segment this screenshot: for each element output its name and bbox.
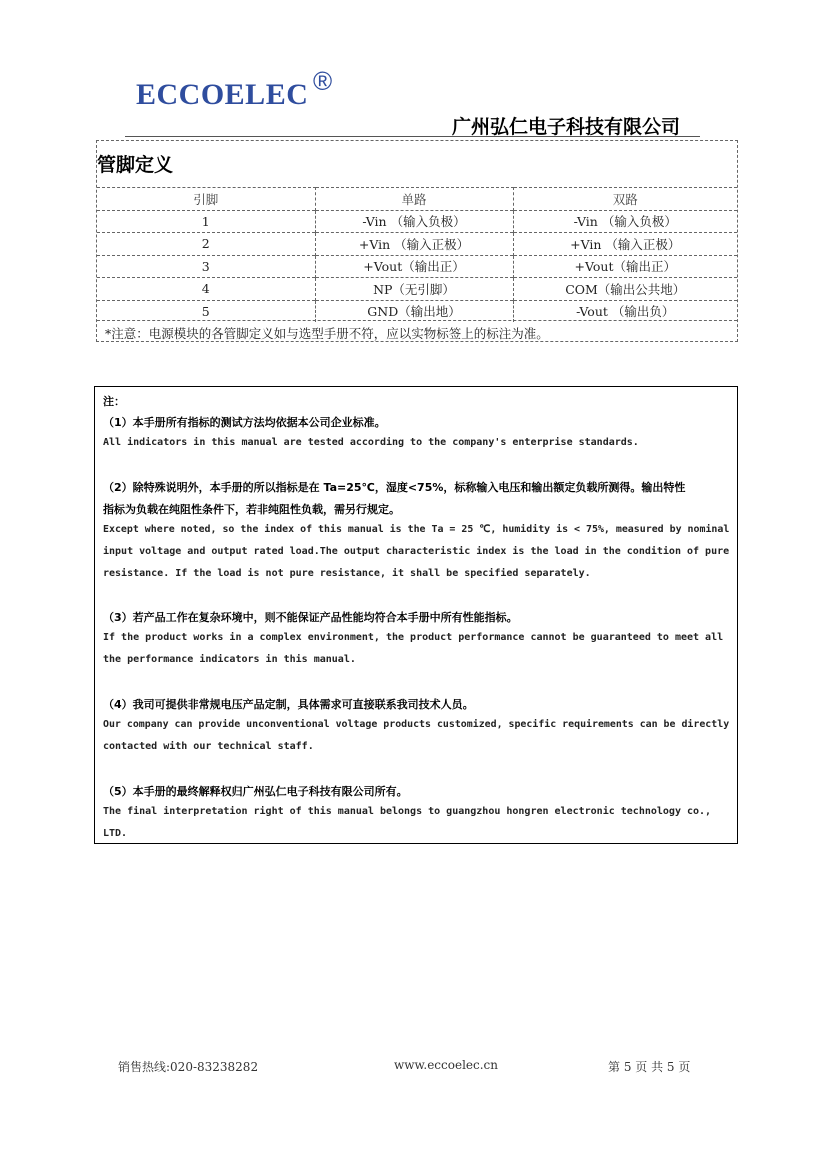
pin-section-title: 管脚定义 <box>97 154 174 176</box>
note-en-line: the performance indicators in this manual. <box>103 654 356 665</box>
table-row <box>97 210 737 233</box>
table-cell: 4 <box>97 278 315 301</box>
pin-table-note: *注意：电源模块的各管脚定义如与选型手册不符，应以实物标签上的标注为准。 <box>97 320 737 342</box>
note-en-line: contacted with our technical staff. <box>103 741 314 752</box>
pin-table <box>97 187 737 322</box>
table-cell: -Vout （输出负） <box>513 300 737 322</box>
table-cell: GND（输出地） <box>315 300 513 322</box>
column-header: 单路 <box>315 188 513 211</box>
table-cell: 5 <box>97 300 315 322</box>
table-cell: +Vout（输出正） <box>315 255 513 278</box>
table-cell: NP（无引脚） <box>315 278 513 301</box>
footer-website[interactable]: www.eccoelec.cn <box>394 1058 498 1072</box>
column-header: 双路 <box>513 188 737 211</box>
column-header: 引脚 <box>97 188 315 211</box>
notes-box <box>94 386 738 844</box>
table-cell: +Vout（输出正） <box>513 255 737 278</box>
header-divider <box>125 136 700 137</box>
table-row <box>97 278 737 301</box>
note-cn-line: 指标为负载在纯阻性条件下，若非纯阻性负载，需另行规定。 <box>103 503 400 516</box>
note-cn-line: （5）本手册的最终解释权归广州弘仁电子科技有限公司所有。 <box>103 785 408 798</box>
note-en-line: If the product works in a complex environment, the product performance cannot be guaranteed to meet all <box>103 632 724 643</box>
table-cell: 3 <box>97 255 315 278</box>
note-cn-line: （2）除特殊说明外，本手册的所以指标是在 Ta=25℃，湿度<75%，标称输入电压和输出额定负载所测得。输出特性 <box>103 481 686 494</box>
table-cell: -Vin （输入负极） <box>315 210 513 233</box>
note-en-line: resistance. If the load is not pure resistance, it shall be specified separately. <box>103 568 591 579</box>
note-en-line: Our company can provide unconventional voltage products customized, specific requirements can be directly <box>103 719 730 730</box>
note-cn-line: （4）我司可提供非常规电压产品定制，具体需求可直接联系我司技术人员。 <box>103 698 474 711</box>
pin-definition-section <box>96 140 738 342</box>
note-en-line: The final interpretation right of this manual belongs to guangzhou hongren electronic technology co., <box>103 806 712 817</box>
note-cn-line: （1）本手册所有指标的测试方法均依据本公司企业标准。 <box>103 416 386 429</box>
registered-mark-icon: ® <box>313 66 333 96</box>
table-row <box>97 300 737 322</box>
note-cn-line: （3）若产品工作在复杂环境中，则不能保证产品性能均符合本手册中所有性能指标。 <box>103 611 518 624</box>
footer-page-number: 第 5 页 共 5 页 <box>608 1060 691 1074</box>
note-en-line: LTD. <box>103 828 128 839</box>
logo-text: ECCOELEC <box>136 78 309 111</box>
table-cell: COM（输出公共地） <box>513 278 737 301</box>
notes-label: 注： <box>103 395 125 408</box>
note-en-line: Except where noted, so the index of this manual is the Ta = 25 ℃, humidity is < 75%, measured by nominal <box>103 524 730 535</box>
table-cell: +Vin （输入正极） <box>315 233 513 256</box>
note-en-line: input voltage and output rated load.The output characteristic index is the load in the condition of pure <box>103 546 730 557</box>
company-name: 广州弘仁电子科技有限公司 <box>452 116 681 138</box>
table-cell: -Vin （输入负极） <box>513 210 737 233</box>
table-cell: 1 <box>97 210 315 233</box>
table-header-row <box>97 188 737 211</box>
footer-hotline: 销售热线:020-83238282 <box>118 1060 259 1074</box>
table-row <box>97 255 737 278</box>
table-cell: +Vin （输入正极） <box>513 233 737 256</box>
table-row <box>97 233 737 256</box>
table-cell: 2 <box>97 233 315 256</box>
note-en-line: All indicators in this manual are tested according to the company's enterprise standards. <box>103 437 639 448</box>
